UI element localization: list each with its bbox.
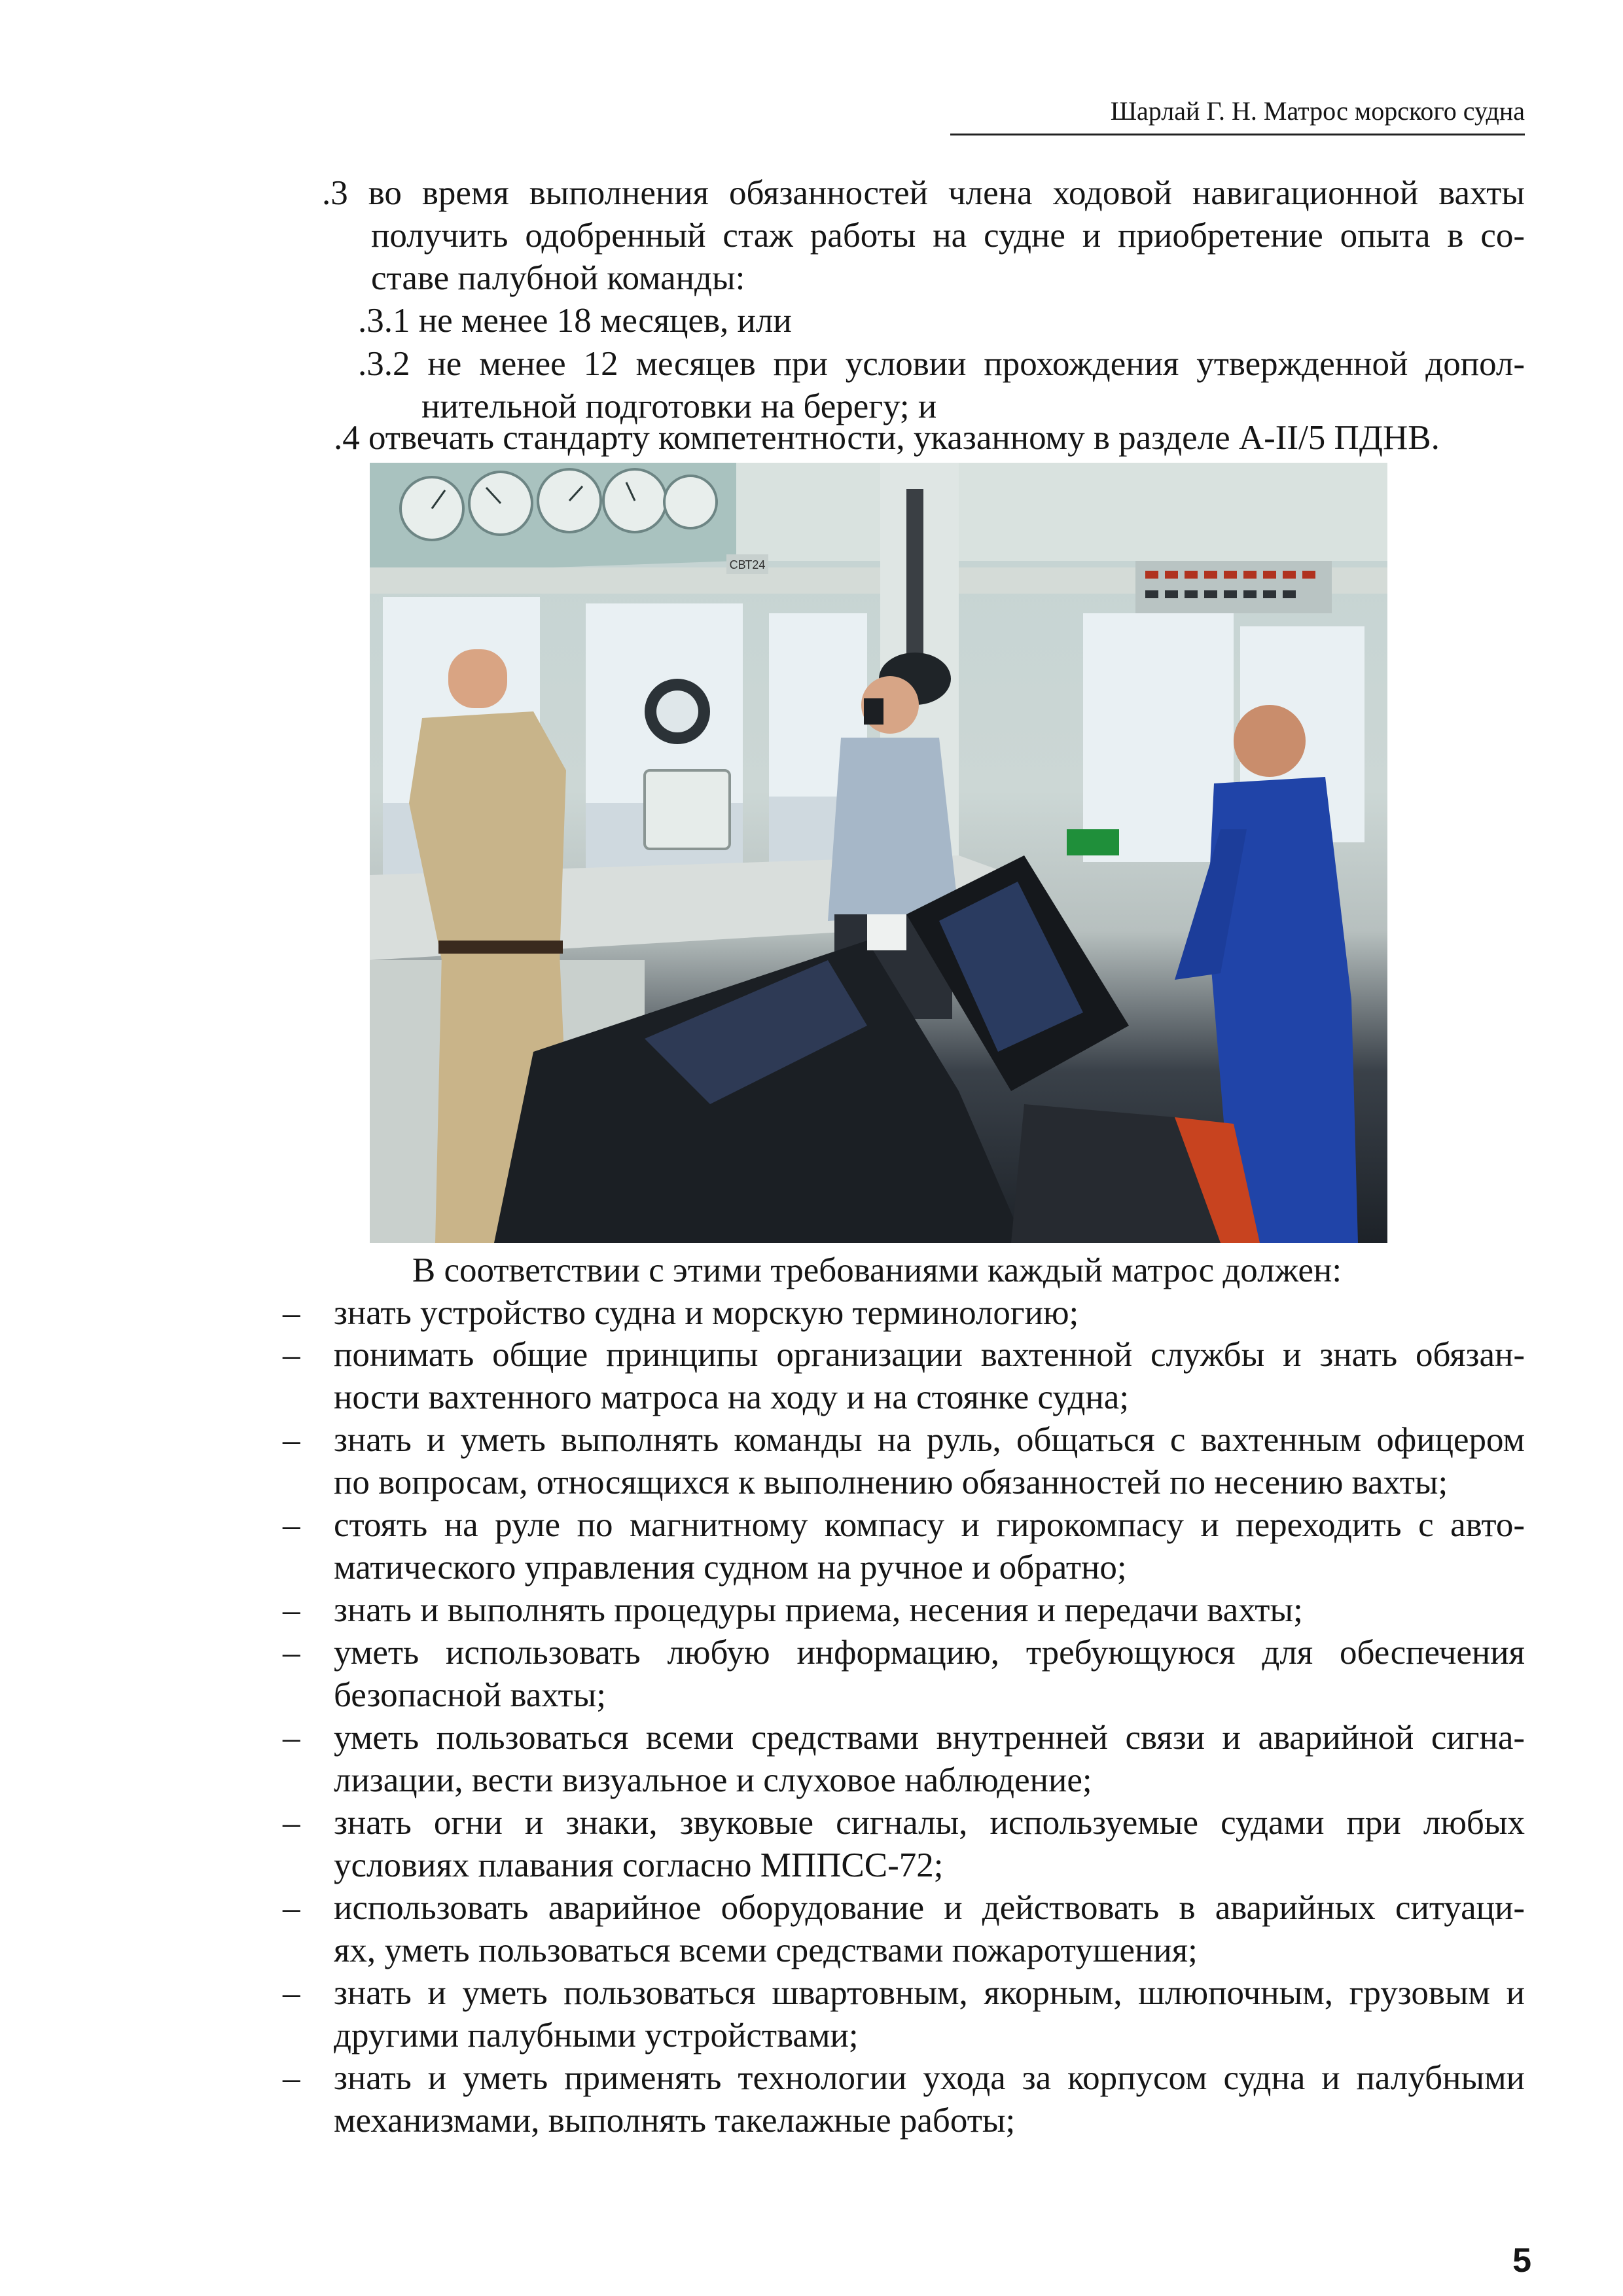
list-item-line: знать и уметь пользоваться швартовным, якорным, шлюпочным, грузовым и [334,1974,1525,2012]
list-item-line: лизации, вести визуальное и слуховое наблюдение; [334,1761,1092,1799]
page-number: 5 [1512,2242,1531,2280]
list-dash: – [283,1506,300,1544]
list-dash: – [283,1634,300,1672]
list-item-line: ях, уметь пользоваться всеми средствами пожаротушения; [334,1931,1198,1969]
list-item-line: матического управления судном на ручное и обратно; [334,1549,1127,1587]
list-item-line: ности вахтенного матроса на ходу и на стоянке судна; [334,1378,1130,1416]
list-dash: – [283,1719,300,1757]
list-dash: – [283,1889,300,1927]
list-item-line: условиях плавания согласно МППСС-72; [334,1846,944,1884]
list-item-line: знать и уметь применять технологии ухода за корпусом судна и палубными [334,2059,1525,2097]
requirement-3-1: .3.1 не менее 18 месяцев, или [358,302,792,340]
requirement-3-line-3: ставе палубной команды: [371,259,745,297]
list-item-line: по вопросам, относящихся к выполнению обязанностей по несению вахты; [334,1463,1448,1501]
bridge-photo [370,463,1387,1243]
requirement-3-2-line-2: нительной подготовки на берегу; и [421,387,937,425]
list-item-line: уметь использовать любую информацию, требующуюся для обеспечения [334,1634,1525,1672]
list-item-line: знать и уметь выполнять команды на руль, общаться с вахтенным офицером [334,1421,1525,1459]
list-dash: – [283,1421,300,1459]
list-item-line: знать огни и знаки, звуковые сигналы, используемые судами при любых [334,1804,1525,1842]
list-item-line: использовать аварийное оборудование и действовать в аварийных ситуаци- [334,1889,1525,1927]
list-item-line: знать и выполнять процедуры приема, несения и передачи вахты; [334,1591,1303,1629]
list-item-line: уметь пользоваться всеми средствами внутренней связи и аварийной сигна- [334,1719,1525,1757]
photo-sign-label: СВТ24 [729,558,766,571]
list-dash: – [283,1294,300,1332]
list-dash: – [283,1336,300,1374]
list-dash: – [283,1804,300,1842]
requirement-3-2-line-1: .3.2 не менее 12 месяцев при условии прохождения утвержденной допол- [358,345,1525,383]
requirement-4: .4 отвечать стандарту компетентности, указанному в разделе A-II/5 ПДНВ. [334,419,1440,457]
list-item-line: знать устройство судна и морскую терминологию; [334,1294,1079,1332]
list-dash: – [283,1591,300,1629]
requirement-3-line-1: .3 во время выполнения обязанностей члена ходовой навигационной вахты [322,174,1525,212]
duties-intro: В соответствии с этими требованиями каждый матрос должен: [412,1251,1342,1289]
requirement-3-line-2: получить одобренный стаж работы на судне и приобретение опыта в со- [371,217,1525,255]
list-item-line: понимать общие принципы организации вахтенной службы и знать обязан- [334,1336,1525,1374]
list-dash: – [283,2059,300,2097]
running-header: Шарлай Г. Н. Матрос морского судна [1110,96,1525,126]
list-dash: – [283,1974,300,2012]
list-item-line: стоять на руле по магнитному компасу и гирокомпасу и переходить с авто- [334,1506,1525,1544]
list-item-line: механизмами, выполнять такелажные работы; [334,2102,1016,2140]
header-rule [950,134,1525,135]
list-item-line: безопасной вахты; [334,1676,606,1714]
list-item-line: другими палубными устройствами; [334,2017,859,2054]
